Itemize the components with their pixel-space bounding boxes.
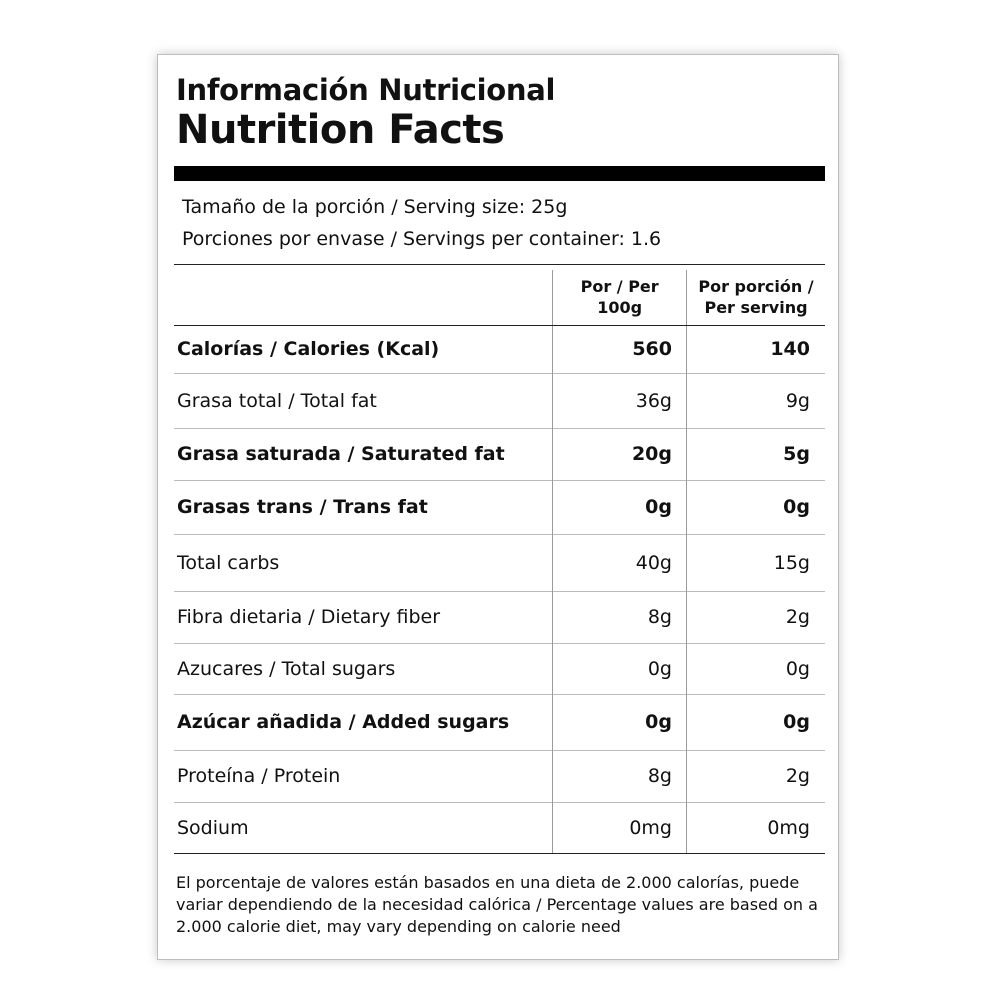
table-row (174, 750, 825, 802)
table-row (174, 428, 825, 480)
table-row (174, 643, 825, 694)
value-per-serving: 140 (687, 325, 826, 373)
value-per-serving: 2g (687, 750, 826, 802)
table-row (174, 325, 825, 373)
value-per-serving: 0g (687, 643, 826, 694)
value-per-100g: 560 (553, 325, 687, 373)
nutrient-label: Proteína / Protein (174, 750, 553, 802)
footnote: El porcentaje de valores están basados en una dieta de 2.000 calorías, puede variar dependiendo de la necesidad calórica / Percentage values are based on a 2.000 calorie diet, may vary depending on calorie need (176, 873, 818, 936)
nutrients-table (174, 270, 825, 854)
value-per-100g: 20g (553, 428, 687, 480)
value-per-100g: 0g (553, 643, 687, 694)
title-divider-bar (174, 166, 825, 181)
nutrient-label: Grasas trans / Trans fat (174, 480, 553, 534)
value-per-100g: 8g (553, 591, 687, 643)
value-per-serving: 0mg (687, 802, 826, 853)
nutrient-label: Grasa saturada / Saturated fat (174, 428, 553, 480)
header-per-serving: Por porción / Per serving (687, 270, 826, 325)
header-blank (174, 270, 553, 325)
value-per-serving: 2g (687, 591, 826, 643)
table-row (174, 480, 825, 534)
nutrient-label: Azucares / Total sugars (174, 643, 553, 694)
nutrient-label: Fibra dietaria / Dietary fiber (174, 591, 553, 643)
table-header-row (174, 270, 825, 325)
servings-per-container: Porciones por envase / Servings per container: 1.6 (182, 228, 662, 250)
table-row (174, 373, 825, 428)
value-per-100g: 36g (553, 373, 687, 428)
nutrient-label: Sodium (174, 802, 553, 853)
value-per-serving: 15g (687, 534, 826, 591)
table-row (174, 802, 825, 853)
serving-size: Tamaño de la porción / Serving size: 25g (182, 196, 568, 218)
value-per-serving: 0g (687, 480, 826, 534)
serving-divider (174, 264, 825, 265)
table-row (174, 534, 825, 591)
value-per-serving: 9g (687, 373, 826, 428)
title-spanish: Información Nutricional (176, 73, 556, 107)
title-english: Nutrition Facts (176, 107, 505, 153)
value-per-100g: 40g (553, 534, 687, 591)
nutrient-label: Grasa total / Total fat (174, 373, 553, 428)
table-row (174, 694, 825, 750)
value-per-100g: 0g (553, 480, 687, 534)
value-per-serving: 0g (687, 694, 826, 750)
nutrition-label (157, 54, 839, 960)
value-per-serving: 5g (687, 428, 826, 480)
header-per-100g: Por / Per 100g (553, 270, 687, 325)
table-row (174, 591, 825, 643)
nutrient-label: Azúcar añadida / Added sugars (174, 694, 553, 750)
value-per-100g: 0mg (553, 802, 687, 853)
nutrient-label: Total carbs (174, 534, 553, 591)
value-per-100g: 0g (553, 694, 687, 750)
value-per-100g: 8g (553, 750, 687, 802)
nutrient-label: Calorías / Calories (Kcal) (174, 325, 553, 373)
